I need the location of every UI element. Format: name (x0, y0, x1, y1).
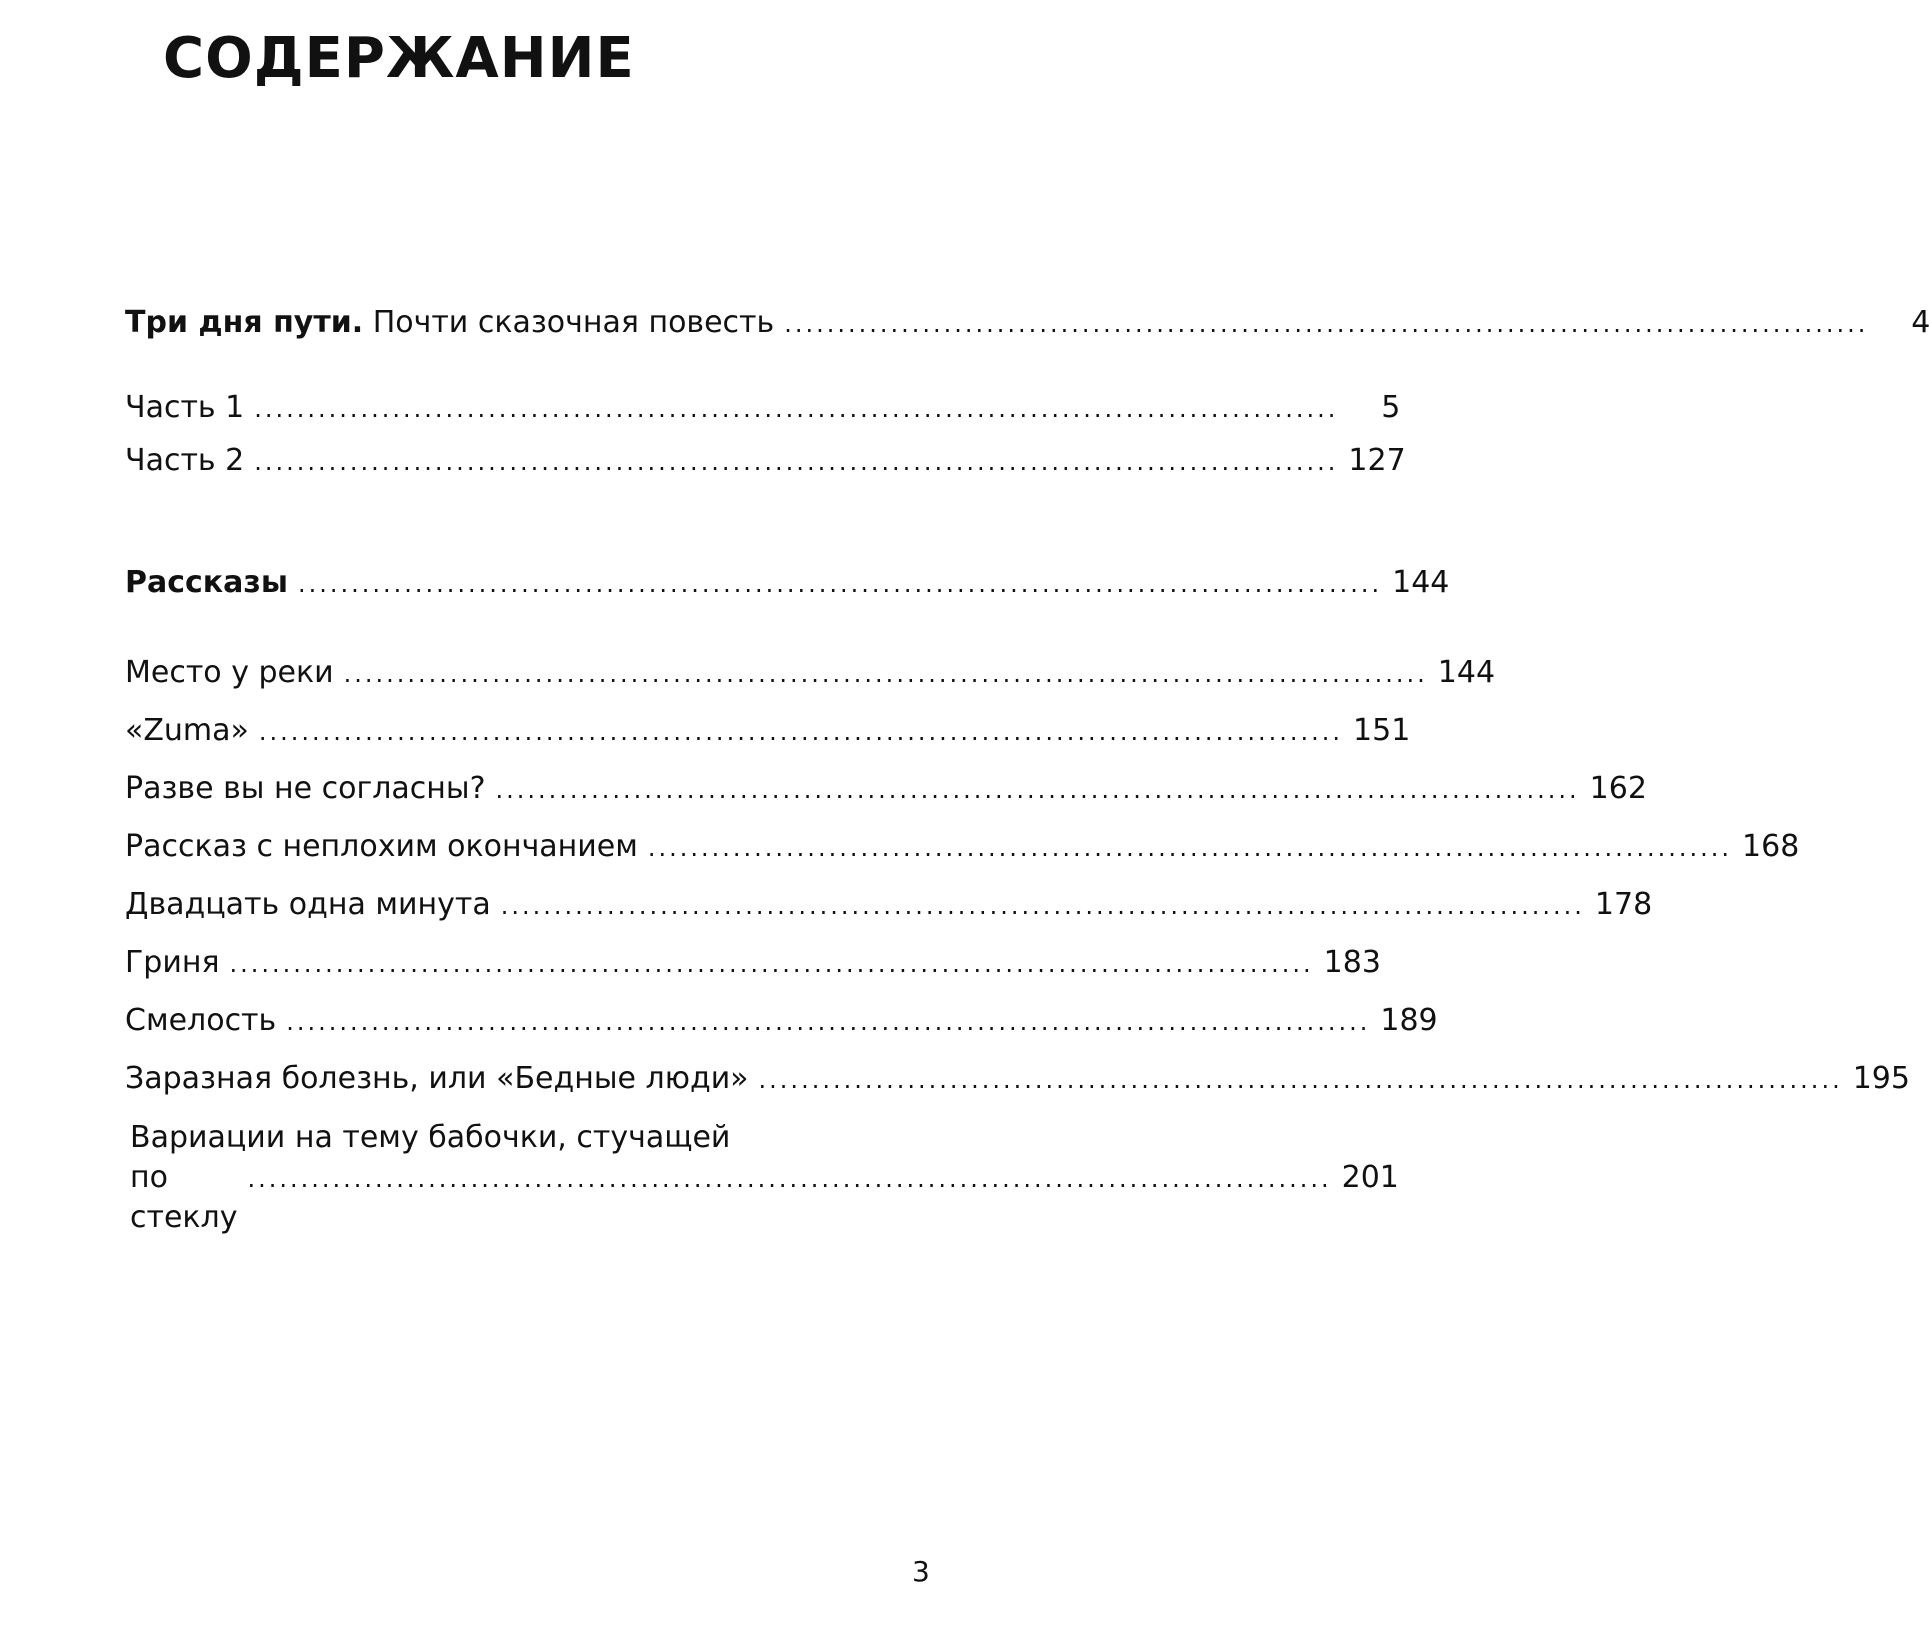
toc-section-title: Рассказы (125, 565, 288, 600)
toc-entry-label: Место у реки (125, 655, 334, 690)
toc-entry-story[interactable] (125, 653, 1496, 694)
toc-entry-part-2[interactable] (125, 441, 1406, 482)
dot-leader: ...................................................................................................... (286, 1008, 1371, 1036)
toc-entry-label: «Zuma» (125, 713, 249, 748)
toc-entry-label (125, 303, 774, 343)
toc-entry-story[interactable] (125, 943, 1381, 984)
dot-leader: ...................................................................................................... (247, 1165, 1332, 1193)
dot-leader: ...................................................................................................... (343, 660, 1428, 688)
toc-page-number: 144 (1392, 565, 1450, 600)
toc-page-number: 162 (1589, 771, 1647, 806)
toc-entry-subtitle: Почти сказочная повесть (363, 305, 775, 340)
toc-entry-story[interactable] (125, 1059, 1910, 1100)
toc-entry-story[interactable] (125, 1001, 1438, 1042)
dot-leader: ...................................................................................................... (254, 395, 1339, 423)
toc-page-number: 195 (1852, 1061, 1910, 1096)
toc-entry-story[interactable] (125, 885, 1653, 926)
toc-entry-part-1[interactable] (125, 388, 1401, 429)
toc-page-number: 151 (1353, 713, 1411, 748)
toc-entry-label: Разве вы не согласны? (125, 771, 486, 806)
toc-entry-label: Двадцать одна минута (125, 887, 491, 922)
toc-page-number: 168 (1742, 829, 1800, 864)
page-number: 3 (912, 1555, 930, 1588)
toc-entry-novel[interactable] (125, 303, 1930, 344)
toc-page-number: 201 (1341, 1160, 1399, 1195)
dot-leader: ...................................................................................................... (647, 834, 1733, 862)
toc-page-number: 5 (1381, 390, 1401, 425)
toc-page-number: 144 (1437, 655, 1496, 690)
toc-entry-label: Часть 2 (125, 443, 245, 478)
page-title: СОДЕРЖАНИЕ (163, 26, 635, 91)
dot-leader: ...................................................................................................... (258, 718, 1344, 746)
toc-entry-stories[interactable] (125, 563, 1450, 604)
toc-entry-story[interactable] (125, 711, 1411, 752)
toc-entry-label: Часть 1 (125, 390, 245, 425)
dot-leader: ...................................................................................................... (254, 448, 1339, 476)
dot-leader: ...................................................................................................... (784, 310, 1869, 338)
toc-entry-story-multiline[interactable] (130, 1118, 1399, 1238)
toc-page-number: 178 (1594, 887, 1653, 922)
dot-leader: ...................................................................................................... (297, 570, 1383, 598)
toc-page-number: 183 (1323, 945, 1381, 980)
toc-entry-label-line-1: Вариации на тему бабочки, стучащей (130, 1120, 731, 1155)
toc-entry-label: Заразная болезнь, или «Бедные люди» (125, 1061, 749, 1096)
dot-leader: ...................................................................................................... (758, 1066, 1843, 1094)
toc-entry-label-line-2: по стеклу (130, 1160, 238, 1235)
toc-page-number: 189 (1380, 1003, 1438, 1038)
toc-page-number: 127 (1348, 443, 1406, 478)
toc-entry-story[interactable] (125, 769, 1647, 810)
toc-entry-title-bold: Три дня пути. (125, 305, 364, 340)
dot-leader: ...................................................................................................... (500, 892, 1585, 920)
toc-entry-label: Рассказ с неплохим окончанием (125, 829, 638, 864)
toc-entry-story[interactable] (125, 827, 1800, 868)
toc-entry-label: Смелость (125, 1003, 277, 1038)
dot-leader: ...................................................................................................... (229, 950, 1314, 978)
toc-entry-label: Гриня (125, 945, 220, 980)
dot-leader: ...................................................................................................... (495, 776, 1580, 804)
toc-page-number: 4 (1911, 305, 1930, 340)
